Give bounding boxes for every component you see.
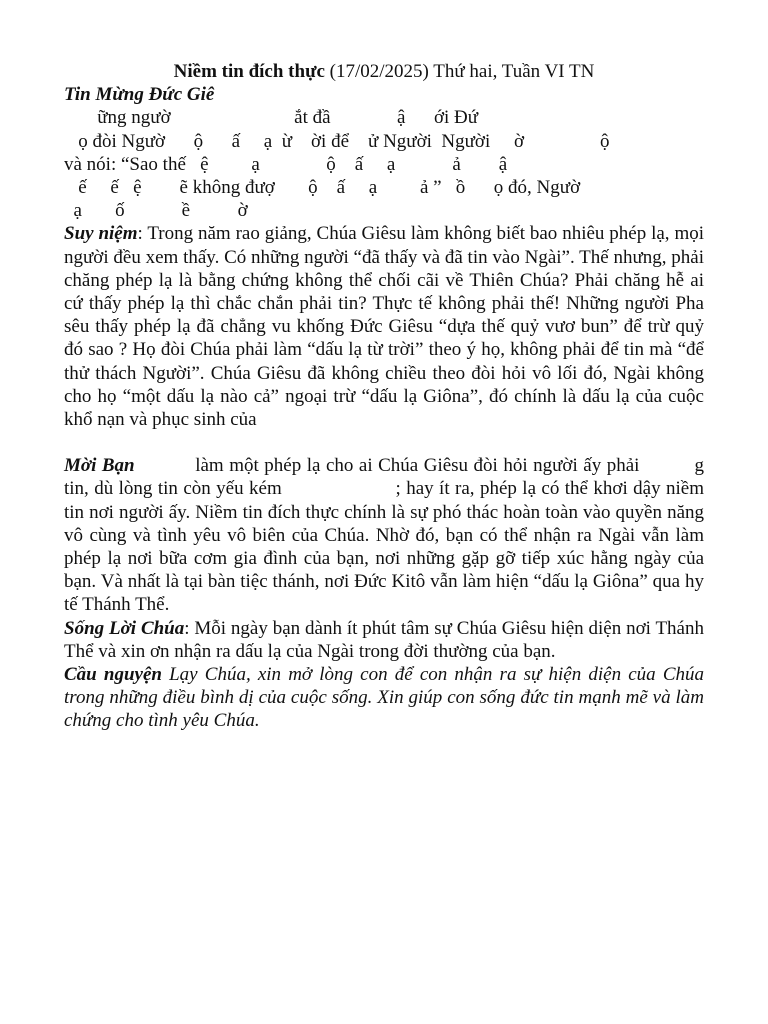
gospel-line: ạ ố ề ờ [64, 200, 248, 222]
invitation-text: làm một phép lạ cho ai Chúa Giêsu đòi hỏi người ấy phải g tin, dù lòng tin còn yếu kém ; hay ít ra, phép lạ có thể khơi dậy niềm tin nơi người ấy. Niềm tin đích thực chính là sự phó thác hoàn toàn vào quyền năng vô cùng và tình yêu vô biên của Chúa. Nhờ đó, bạn có thể nhận ra Ngài vẫn làm phép lạ nơi bữa cơm gia đình của bạn, nơi những gặp gỡ tiếp xúc hằng ngày của bạn. Và nhất là tại bàn tiệc thánh, nơi Đức Kitô vẫn làm hiện “dấu lạ Giôna” qua hy tế Thánh Thể. [64, 455, 709, 616]
gospel-line: ọ đòi Ngườ ộ ấ ạ ừ ời để ử Người Người ờ ộ [64, 130, 610, 152]
reflection-paragraph [64, 222, 704, 431]
document-page [64, 60, 709, 733]
gospel-line: và nói: “Sao thế ệ ạ ộ ấ ạ ả ậ [64, 153, 508, 175]
prayer-text: Lạy Chúa, xin mở lòng con để con nhận ra sự hiện diện của Chúa trong những điều bình dị của cuộc sống. Xin giúp con sống đức tin mạnh mẽ và làm chứng cho tình yêu Chúa. [64, 664, 704, 732]
live-word-paragraph [64, 617, 704, 663]
reflection-label: Suy niệm [64, 223, 138, 245]
title-date: (17/02/2025) Thứ hai, Tuần VI TN [324, 61, 595, 82]
invitation-paragraph [64, 454, 709, 616]
reflection-text: : Trong năm rao giảng, Chúa Giêsu làm không biết bao nhiêu phép lạ, mọi người đều xem thấy. Có những người “đã thấy và đã tin vào Ngài”. Thế nhưng, phải chăng phép lạ là bằng chứng không thể chối cãi về Thiên Chúa? Phải chăng hễ ai cứ thấy phép lạ thì chắc chắn phải tin? Thực tế không phải thế! Những người Pha sêu thấy phép lạ đã chẳng vu khống Đức Giêsu “dựa thế quỷ vươ bun” để trừ quỷ đó sao ? Họ đòi Chúa phải làm “dấu lạ từ trời” theo ý họ, không phải để tin mà “để thử thách Người”. Chúa Giêsu đã không chiều theo đòi hỏi vô lối đó, Ngài không cho họ “một dấu lạ nào cả” ngoại trừ “dấu lạ Giôna”, đó chính là dấu lạ của cuộc khổ nạn và phục sinh của [64, 223, 705, 430]
gospel-passage [64, 106, 704, 222]
gospel-line: ững ngườ ắt đầ ậ ới Đứ [64, 107, 479, 129]
blank-line [64, 431, 704, 454]
gospel-heading: Tin Mừng Đức Giê [64, 84, 215, 106]
live-word-text: : Mỗi ngày bạn dành ít phút tâm sự Chúa Giêsu hiện diện nơi Thánh Thể và xin ơn nhận ra dấu lạ của Ngài trong đời thường của bạn. [64, 617, 704, 662]
document-title [64, 60, 704, 83]
prayer-paragraph [64, 663, 704, 733]
title-bold: Niềm tin đích thực [173, 61, 325, 82]
gospel-line: ế ế ệ ẽ không đượ ộ ấ ạ ả ” ồ ọ đó, Ngườ [64, 176, 581, 198]
live-word-label: Sống Lời Chúa [64, 617, 185, 639]
invitation-label: Mời Bạn [64, 455, 135, 477]
prayer-label: Cầu nguyện [64, 664, 162, 685]
